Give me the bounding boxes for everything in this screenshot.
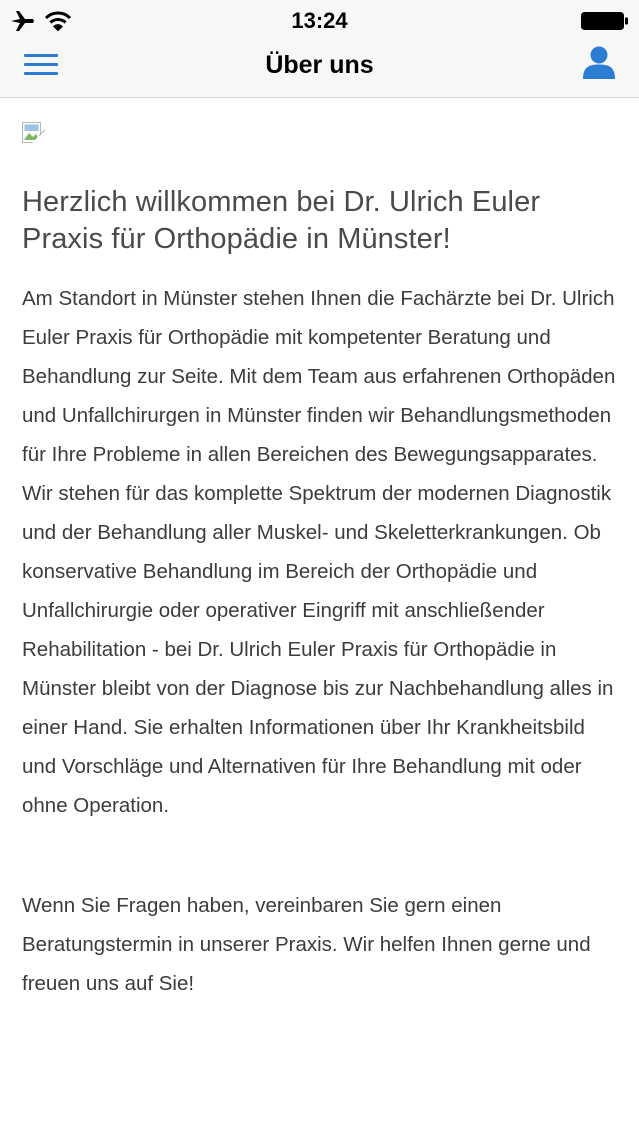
status-bar — [0, 0, 639, 40]
contact-paragraph: Wenn Sie Fragen haben, vereinbaren Sie gern einen Beratungstermin in unserer Praxis. Wir helfen Ihnen gerne und freuen uns auf Sie! — [22, 894, 591, 995]
status-time: 13:24 — [291, 8, 348, 33]
page-title: Über uns — [265, 51, 374, 79]
broken-image-icon — [22, 122, 46, 146]
welcome-heading: Herzlich willkommen bei Dr. Ulrich Euler Praxis für Orthopädie in Münster! — [22, 186, 541, 255]
battery-icon — [581, 12, 629, 30]
user-icon[interactable] — [581, 45, 617, 81]
navigation-bar — [0, 40, 639, 98]
main-content — [0, 98, 639, 1136]
intro-paragraph: Am Standort in Münster stehen Ihnen die Fachärzte bei Dr. Ulrich Euler Praxis für Orthopädie mit kompetenter Beratung und Behandlung zur Seite. Mit dem Team aus erfahrenen Orthopäden und Unfallchirurgen in Münster finden wir Behandlungsmethoden für Ihre Probleme in allen Bereichen des Bewegungsapparates. Wir stehen für das komplette Spektrum der modernen Diagnostik und der Behandlung aller Muskel- und Skeletterkrankungen. Ob konservative Behandlung im Bereich der Orthopädie und Unfallchirurgie oder operativer Eingriff mit anschließender Rehabilitation - bei Dr. Ulrich Euler Praxis für Orthopädie in Münster bleibt von der Diagnose bis zur Nachbehandlung alles in einer Hand. Sie erhalten Informationen über Ihr Krankheitsbild und Vorschläge und Alternativen für Ihre Behandlung mit oder ohne Operation. — [22, 287, 616, 817]
